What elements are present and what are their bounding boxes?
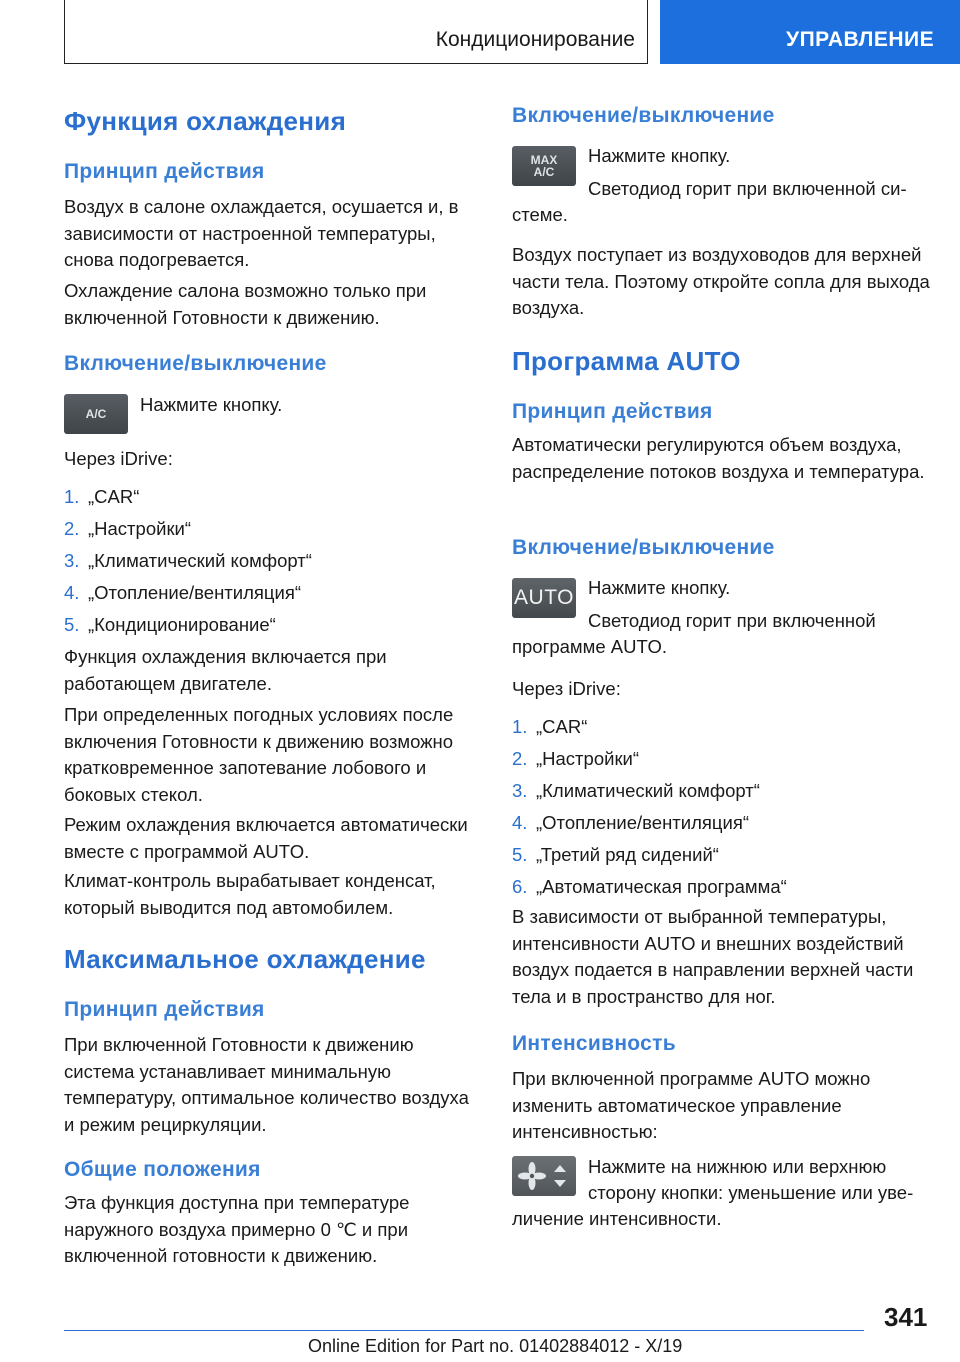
list-item-number: 5. xyxy=(64,614,80,635)
list-item-text: „Климатический комфорт“ xyxy=(88,550,312,571)
paragraph-auto-principle: Автоматически регулируются объем воздуха, распределение потоков воздуха и температура. xyxy=(512,434,925,482)
list-item-number: 1. xyxy=(512,716,528,737)
paragraph-max-cooling: При включенной Готовности к движению система устанавливает минимальную температуру, оптимальное количество воздуха и режим рециркуляции. xyxy=(64,1034,469,1135)
list-item xyxy=(64,612,480,638)
list-item-number: 3. xyxy=(512,780,528,801)
press-updown-text: Нажмите на нижнюю или верхнюю xyxy=(588,1156,887,1177)
heading-principle: Принцип действия xyxy=(512,400,713,423)
paragraph-fogging: При определенных погодных условиях после включения Готовности к движению возможно кратковременное запотевание лобового и боковых стекол. xyxy=(64,704,454,805)
led-indicator-text: Светодиод горит при включенной си- xyxy=(588,178,907,199)
max-ac-button-label-2: A/C xyxy=(533,165,555,179)
heading-max-cooling: Максимальное охлаждение xyxy=(64,944,426,974)
heading-intensity: Интенсивность xyxy=(512,1032,676,1055)
idrive-steps-list xyxy=(64,484,480,635)
paragraph-air-distribution: В зависимости от выбранной температуры, интенсивности AUTO и внешних воздействий воздух подается в направлении верхней части тела и в пространство для ног. xyxy=(512,906,914,1007)
paragraph-engine: Функция охлаждения включается при работающем двигателе. xyxy=(64,646,387,694)
footer-divider xyxy=(64,1330,864,1331)
list-item-text: „Третий ряд сидений“ xyxy=(536,844,719,865)
via-idrive-text: Через iDrive: xyxy=(64,448,173,469)
paragraph-principle-2: Охлаждение салона возможно только при включенной Готовности к движению. xyxy=(64,280,427,328)
list-item-text: „Климатический комфорт“ xyxy=(536,780,760,801)
press-button-text: Нажмите кнопку. xyxy=(588,577,731,598)
list-item xyxy=(512,810,928,836)
max-ac-button-label-1: MAX xyxy=(530,153,558,167)
list-item xyxy=(512,746,928,772)
heading-cooling-function: Функция охлаждения xyxy=(64,106,347,136)
list-item-text: „Отопление/вентиляция“ xyxy=(88,582,302,603)
fan-intensity-button-image xyxy=(512,1156,576,1196)
header-section-title: Кондиционирование xyxy=(435,28,635,51)
ac-button-image xyxy=(64,394,128,434)
list-item-text: „CAR“ xyxy=(536,716,588,737)
list-item-number: 5. xyxy=(512,844,528,865)
led-indicator-text: Светодиод горит при включенной xyxy=(588,610,876,631)
heading-on-off: Включение/выключение xyxy=(512,536,775,559)
fan-icon xyxy=(512,1156,576,1196)
list-item xyxy=(64,548,480,574)
header-chapter-tab xyxy=(660,0,960,64)
ac-button-label: A/C xyxy=(85,407,107,421)
list-item xyxy=(512,874,928,900)
press-updown-text-2: сторону кнопки: уменьшение или уве- xyxy=(588,1182,914,1203)
list-item-number: 6. xyxy=(512,876,528,897)
paragraph-general: Эта функция доступна при температуре наружного воздуха примерно 0 ℃ и при включенной готовности к движению. xyxy=(64,1192,410,1266)
max-ac-button-image xyxy=(512,146,576,186)
led-indicator-text-cont: программе AUTO. xyxy=(512,636,667,657)
list-item-text: „Отопление/вентиляция“ xyxy=(536,812,750,833)
list-item-text: „CAR“ xyxy=(88,486,140,507)
footer-edition: Online Edition for Part no. 01402884012 - X/19 xyxy=(308,1336,683,1356)
heading-auto-program: Программа AUTO xyxy=(512,346,741,376)
auto-button-image xyxy=(512,578,576,618)
header-section-box xyxy=(64,0,648,64)
heading-general: Общие положения xyxy=(64,1158,261,1181)
list-item-text: „Автоматическая программа“ xyxy=(536,876,787,897)
list-item-number: 4. xyxy=(512,812,528,833)
list-item xyxy=(64,580,480,606)
list-item-number: 2. xyxy=(512,748,528,769)
list-item-number: 1. xyxy=(64,486,80,507)
list-item xyxy=(64,484,480,510)
paragraph-principle: Воздух в салоне охлаждается, осушается и, в зависимости от настроенной температуры, снова подогревается. xyxy=(64,196,459,270)
paragraph-air-vents: Воздух поступает из воздуховодов для верхней части тела. Поэтому откройте сопла для выхода воздуха. xyxy=(512,244,930,318)
heading-principle: Принцип действия xyxy=(64,160,265,183)
list-item-text: „Настройки“ xyxy=(536,748,640,769)
paragraph-intensity: При включенной программе AUTO можно изменить автоматическое управление интенсивностью: xyxy=(512,1068,871,1142)
page-number: 341 xyxy=(884,1302,928,1332)
list-item-text: „Настройки“ xyxy=(88,518,192,539)
list-item xyxy=(64,516,480,542)
press-button-text: Нажмите кнопку. xyxy=(140,394,283,415)
list-item-text: „Кондиционирование“ xyxy=(88,614,276,635)
via-idrive-text: Через iDrive: xyxy=(512,678,621,699)
press-updown-text-cont: личение интенсивности. xyxy=(512,1208,722,1229)
list-item xyxy=(512,714,928,740)
list-item-number: 4. xyxy=(64,582,80,603)
heading-on-off: Включение/выключение xyxy=(512,104,775,127)
led-indicator-text-cont: стеме. xyxy=(512,204,568,225)
list-item-number: 2. xyxy=(64,518,80,539)
list-item-number: 3. xyxy=(64,550,80,571)
heading-principle: Принцип действия xyxy=(64,998,265,1021)
press-button-text: Нажмите кнопку. xyxy=(588,145,731,166)
list-item xyxy=(512,778,928,804)
paragraph-condensate: Климат-контроль вырабатывает конденсат, который выводится под автомобилем. xyxy=(64,870,436,918)
list-item xyxy=(512,842,928,868)
auto-button-label: AUTO xyxy=(514,586,574,609)
heading-on-off: Включение/выключение xyxy=(64,352,327,375)
paragraph-auto-mode: Режим охлаждения включается автоматически вместе с программой AUTO. xyxy=(64,814,468,862)
idrive-steps-list xyxy=(512,714,928,897)
header-chapter-title: УПРАВЛЕНИЕ xyxy=(786,28,935,51)
